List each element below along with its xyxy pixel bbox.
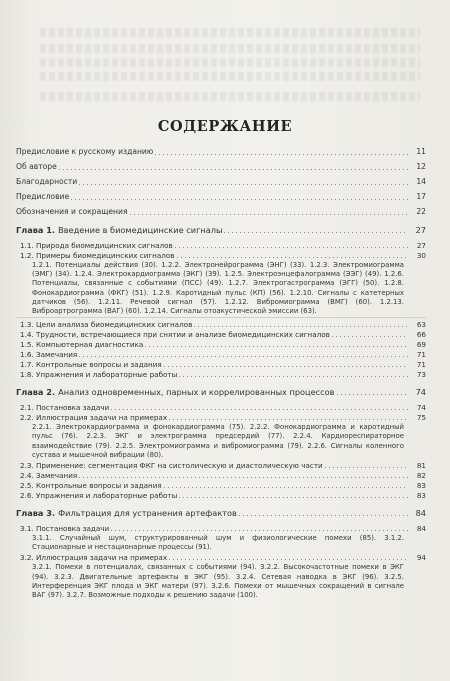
page-number: 94 (416, 553, 426, 563)
leader-dots (194, 326, 408, 327)
page-number: 84 (415, 508, 426, 519)
toc-section[interactable] (16, 461, 426, 470)
leader-dots (224, 232, 408, 233)
leader-dots (169, 419, 408, 420)
toc-section[interactable] (16, 481, 426, 490)
toc-section[interactable] (16, 320, 426, 329)
section-text: 2.1. Постановка задачи (20, 403, 110, 413)
subsection-list: 1.2.1. Потенциалы действия (30). 1.2.2. Электронейрограмма (ЭНГ) (33). 1.2.3. Электромиограмма (ЭМГ) (34). 1.2.4. Электрокардиограмма (ЭКГ) (39). 1.2.5. Электроэнцефалограмма (ЭЭГ) (49). 1.2.6. Потенциалы, связанные с событиями (ПСС) (49). 1.2.7. Электрогастрограмма (ЭГГ) (50). 1.2.8. Фонокардиограмма (ФКГ) (51). 1.2.9. Каротидный пульс (КП) (56). 1.2.10. Сигналы с катетерных датчиков (56). 1.2.11. Речевой сигнал (57). 1.2.12. Вибромиограмма (ВМГ) (60). 1.2.13. Виброартрограмма (ВАГ) (60). 1.2.14. Сигналы отоакустической эмиссии (63). (32, 261, 404, 316)
leader-dots (164, 487, 408, 488)
chapter-title: Анализ одновременных, парных и коррелированных процессов (58, 387, 335, 398)
show-through-text (40, 44, 420, 53)
toc-entry[interactable] (16, 192, 426, 202)
toc-entry[interactable] (16, 207, 426, 217)
page-number: 63 (416, 320, 426, 330)
leader-dots (155, 154, 408, 155)
toc-chapter-2[interactable] (16, 387, 426, 397)
show-through-text (40, 28, 420, 37)
page-number: 74 (415, 387, 426, 398)
leader-dots (177, 257, 409, 258)
entry-text: Благодарности (16, 177, 78, 186)
section-text: 1.7. Контрольные вопросы и задания (20, 360, 162, 370)
leader-dots (169, 559, 408, 560)
entry-text: Об авторе (16, 162, 57, 171)
page-number: 81 (416, 461, 426, 471)
subsection-list: 3.2.1. Помехи в потенциалах, связанных с событиями (94). 3.2.2. Высокочастотные помехи в ЭКГ (94). 3.2.3. Двигательные артефакты в ЭКГ (95). 3.2.4. Сетевая наводка в ЭКГ (96). 3.2.5. Интерференция ЭКГ плода и ЭКГ матери (97). 3.2.6. Помехи от мышечных сокращений в сигнале ВАГ (97). 3.2.7. Возможные подходы к решению задачи (100). (32, 563, 404, 600)
entry-text: Обозначения и сокращения (16, 207, 128, 216)
leader-dots (71, 199, 408, 200)
toc-section[interactable] (16, 491, 426, 500)
section-text: 1.1. Природа биомедицинских сигналов (20, 241, 173, 250)
leader-dots (164, 366, 408, 367)
toc-section[interactable] (16, 553, 426, 562)
section-text: 1.6. Замечания (20, 350, 78, 360)
page-number: 83 (416, 481, 426, 491)
chapter-title: Введение в биомедицинские сигналы (58, 225, 223, 235)
page-number: 82 (416, 471, 426, 481)
toc-section[interactable] (16, 241, 426, 250)
toc-entry[interactable] (16, 147, 426, 157)
chapter-title: Фильтрация для устранения артефактов (58, 508, 237, 519)
toc-chapter-1[interactable] (16, 225, 426, 235)
toc-entry[interactable] (16, 162, 426, 172)
leader-dots (111, 530, 408, 531)
section-text: 2.2. Иллюстрация задачи на примерах (20, 413, 168, 423)
page-number: 14 (416, 177, 426, 186)
leader-dots (337, 394, 409, 395)
page-number: 22 (416, 207, 426, 216)
section-text: 2.6. Упражнения и лабораторные работы (20, 491, 178, 501)
chapter-label: Глава 1. (16, 225, 56, 235)
table-of-contents (16, 147, 426, 601)
page-number: 12 (416, 162, 426, 171)
toc-chapter-3[interactable] (16, 508, 426, 518)
section-text: 2.3. Применение: сегментация ФКГ на систолическую и диастолическую части (20, 461, 323, 471)
page-number: 75 (416, 413, 426, 423)
page-number: 27 (415, 225, 426, 235)
section-text: 1.2. Примеры биомедицинских сигналов (20, 251, 175, 260)
toc-section[interactable] (16, 330, 426, 339)
leader-dots (111, 409, 408, 410)
section-text: 1.4. Трудности, встречающиеся при снятии и анализе биомедицинских сигналов (20, 330, 330, 340)
chapter-label: Глава 3. (16, 508, 56, 519)
subsection-list: 3.1.1. Случайный шум, структурированный шум и физиологические помехи (85). 3.1.2. Стационарные и нестационарные процессы (91). (32, 534, 404, 552)
show-through-text (40, 92, 420, 101)
leader-dots (332, 336, 408, 337)
page-number: 11 (416, 147, 426, 156)
section-text: 1.5. Компьютерная диагностика (20, 340, 144, 350)
toc-section[interactable] (16, 360, 426, 369)
toc-entry[interactable] (16, 177, 426, 187)
leader-dots (79, 184, 408, 185)
chapter-label: Глава 2. (16, 387, 56, 398)
page-number: 66 (416, 330, 426, 340)
page-number: 71 (416, 350, 426, 360)
entry-text: Предисловие (16, 192, 70, 201)
leader-dots (79, 477, 408, 478)
toc-section[interactable] (16, 350, 426, 359)
entry-text: Предисловие к русскому изданию (16, 147, 154, 156)
toc-section[interactable] (16, 370, 426, 379)
page-number: 74 (416, 403, 426, 413)
page-number: 30 (416, 251, 426, 260)
page-number: 17 (416, 192, 426, 201)
section-text: 2.4. Замечания (20, 471, 78, 481)
page-title: СОДЕРЖАНИЕ (157, 118, 293, 135)
leader-dots (59, 169, 408, 170)
leader-dots (145, 346, 408, 347)
section-text: 1.8. Упражнения и лабораторные работы (20, 370, 178, 380)
toc-section[interactable] (16, 471, 426, 480)
toc-section[interactable] (16, 403, 426, 412)
section-text: 2.5. Контрольные вопросы и задания (20, 481, 162, 491)
page-number: 73 (416, 370, 426, 380)
leader-dots (79, 356, 408, 357)
leader-dots (325, 467, 408, 468)
leader-dots (239, 515, 408, 516)
page-number: 69 (416, 340, 426, 350)
page-number: 71 (416, 360, 426, 370)
section-text: 1.3. Цели анализа биомедицинских сигналов (20, 320, 193, 330)
toc-section[interactable] (16, 413, 426, 422)
leader-dots (179, 497, 408, 498)
show-through-text (40, 72, 420, 81)
section-text: 3.1. Постановка задачи (20, 524, 110, 534)
divider (16, 317, 426, 318)
toc-section[interactable] (16, 524, 426, 533)
toc-section[interactable] (16, 251, 426, 260)
show-through-text (40, 58, 420, 67)
leader-dots (175, 247, 408, 248)
leader-dots (179, 376, 408, 377)
toc-section[interactable] (16, 340, 426, 349)
page-number: 83 (416, 491, 426, 501)
section-text: 3.2. Иллюстрация задачи на примерах (20, 553, 168, 563)
subsection-list: 2.2.1. Электрокардиограмма и фонокардиограмма (75). 2.2.2. Фонокардиограмма и каротидный пульс (76). 2.2.3. ЭКГ и электрограмма предсердий (77). 2.2.4. Кардиореспираторное взаимодействие (79). 2.2.5. Электромиограмма и вибромиограмма (79). 2.2.6. Сигналы коленного сустава и мышечной вибрации (80). (32, 423, 404, 459)
page-number: 27 (416, 241, 426, 250)
page-number: 84 (416, 524, 426, 534)
leader-dots (130, 214, 408, 215)
